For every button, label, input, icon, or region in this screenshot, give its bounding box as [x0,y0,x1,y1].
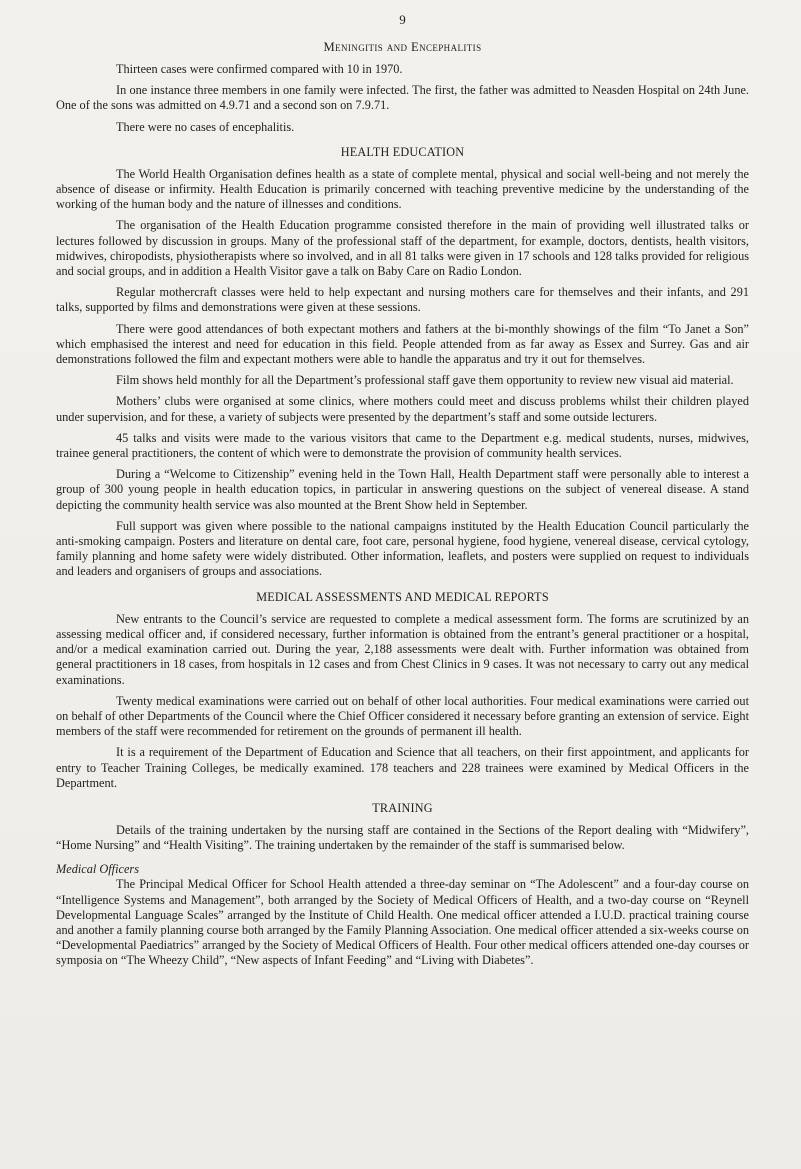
section-heading-health-education: HEALTH EDUCATION [340,144,465,159]
paragraph: There were good attendances of both expectant mothers and fathers at the bi-monthly showings of the film “To Janet a Son” which emphasised the interest and need for education in this field. People attended from as far away as Essex and Surrey. Gas and air demonstrations followed the film and expectant mothers were able to handle the apparatus and try it out for themselves. [56,321,749,367]
subheading-medical-officers: Medical Officers [56,862,139,877]
paragraph: Mothers’ clubs were organised at some clinics, where mothers could meet and discuss problems whilst their children played under supervision, and for these, a variety of subjects were presented by the department’s staff and some outside lecturers. [56,394,749,424]
paragraph: The World Health Organisation defines health as a state of complete mental, physical and social well-being and not merely the absence of disease or infirmity. Health Education is primarily concerned with teaching preventive medicine by the understanding of the working of the human body and the nature of illnesses and conditions. [56,166,749,212]
paragraph: Film shows held monthly for all the Department’s professional staff gave them opportunity to review new visual aid material. [116,373,734,388]
paragraph: Thirteen cases were confirmed compared with 10 in 1970. [116,62,403,76]
paragraph: The organisation of the Health Education programme consisted therefore in the main of providing well illustrated talks or lectures followed by discussion in groups. Many of the professional staff of the department, for example, doctors, dentists, health visitors, midwives, chiropodists, physiotherapists where so involved, and in all 81 talks were given in 17 schools and 128 talks provided for religious and social groups, and in addition a Health Visitor gave a talk on Baby Care on Radio London. [56,218,749,279]
paragraph: 45 talks and visits were made to the various visitors that came to the Department e.g. medical students, nurses, midwives, trainee general practitioners, the content of which were to demonstrate the provision of community health services. [56,430,749,461]
section-heading-meningitis: Meningitis and Encephalitis [323,40,482,54]
paragraph: In one instance three members in one family were infected. The first, the father was admitted to Neasden Hospital on 24th June. One of the sons was admitted on 4.9.71 and a second son on 7.9.71. [56,83,749,113]
paragraph: There were no cases of encephalitis. [116,119,295,134]
paragraph: It is a requirement of the Department of Education and Science that all teachers, on their first appointment, and applicants for entry to Teacher Training Colleges, be medically examined. 178 teachers and 228 trainees were examined by Medical Officers in the Department. [56,745,749,790]
paragraph: New entrants to the Council’s service are requested to complete a medical assessment form. The forms are scrutinized by an assessing medical officer and, if considered necessary, further information is obtained from the entrant’s general practitioner or a hospital, and/or a medical examination carried out. During the year, 2,188 assessments were dealt with. Further information was obtained from general practitioners in 18 cases, from hospitals in 12 cases and from Chest Clinics in 9 cases. It was not necessary to carry out any medical examinations. [56,611,749,687]
section-heading-medical-assessments: MEDICAL ASSESSMENTS AND MEDICAL REPORTS [256,589,549,604]
paragraph: Twenty medical examinations were carried out on behalf of other local authorities. Four medical examinations were carried out on behalf of other Departments of the Council where the Chief Officer considered it necessary before granting an extension of service. Eight members of the staff were recommended for retirement on the grounds of permanent ill health. [56,693,749,739]
paragraph: Regular mothercraft classes were held to help expectant and nursing mothers care for themselves and their infants, and 291 talks, supported by films and demonstrations were given at these sessions. [56,285,749,315]
page-number: 9 [399,12,406,27]
section-heading-training: TRAINING [372,800,433,815]
paragraph: The Principal Medical Officer for School Health attended a three-day seminar on “The Adolescent” and a four-day course on “Intelligence Systems and Management”, both arranged by the Society of Medical Officers of Health, and a two-day course on “Reynell Developmental Language Scales” arranged by the Institute of Child Health. One medical officer attended a I.U.D. practical training course and another a family planning course both arranged by the Family Planning Association. One medical officer attended a six-weeks course on “Developmental Paediatrics” arranged by the Society of Medical Officers of Health. Four other medical officers attended one-day courses or symposia on “The Wheezy Child”, “New aspects of Infant Feeding” and “Living with Diabetes”. [56,877,749,968]
paragraph: During a “Welcome to Citizenship” evening held in the Town Hall, Health Department staff were personally able to interest a group of 300 young people in health education topics, in particular in answering questions on the subject of venereal disease. A stand depicting the community health service was also mounted at the Brent Show held in September. [56,467,749,512]
page-content [56,12,749,975]
paragraph: Details of the training undertaken by the nursing staff are contained in the Sections of the Report dealing with “Midwifery”, “Home Nursing” and “Health Visiting”. The training undertaken by the remainder of the staff is summarised below. [56,822,749,853]
paragraph: Full support was given where possible to the national campaigns instituted by the Health Education Council particularly the anti-smoking campaign. Posters and literature on dental care, foot care, personal hygiene, food hygiene, venereal disease, cervical cytology, family planning and home safety were widely distributed. Other information, leaflets, and posters were supplied on request to individuals and leaders and organisers of groups and associations. [56,518,749,579]
